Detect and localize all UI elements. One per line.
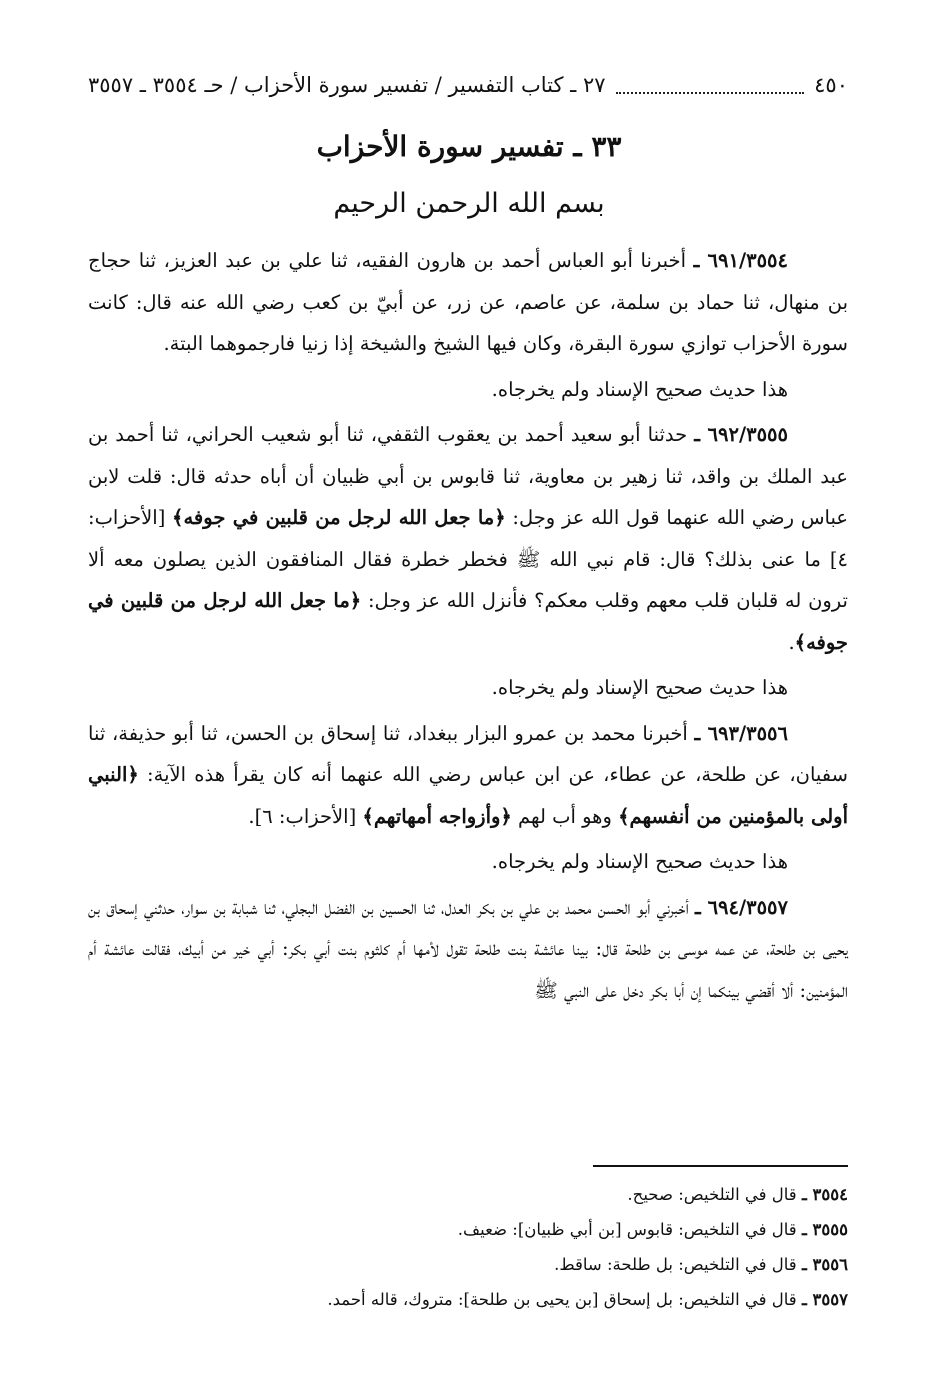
footnote [88, 1282, 848, 1317]
basmala: بسم الله الرحمن الرحيم [333, 188, 605, 219]
running-title: ٢٧ ـ كتاب التفسير / تفسير سورة الأحزاب / حـ ٣٥٥٤ ـ ٣٥٥٧ [88, 73, 606, 97]
hadith-3555 [88, 414, 848, 663]
quran-verse: ﴿ما جعل الله لرجل من قلبين في جوفه﴾ [172, 506, 506, 529]
hadith-3556 [88, 713, 848, 838]
footnote-number: ٣٥٥٦ ـ [801, 1255, 848, 1274]
hadith-3557 [88, 887, 848, 1012]
quran-verse: ﴿ما جعل الله لرجل من قلبين في جوفه﴾ [88, 589, 848, 654]
hadith-text: حدثنا أبو سعيد أحمد بن يعقوب الثقفي، ثنا أبو شعيب الحراني، ثنا أحمد بن عبد الملك بن واقد، ثنا زهير بن معاوية، ثنا قابوس بن أبي ظبيان أن أباه حدثه قال: قلت لابن عباس رضي الله عنهما قول الله عز وجل: [88, 423, 848, 529]
footnote [88, 1177, 848, 1212]
footnote-separator [593, 1165, 848, 1167]
hadith-text: وهو أب لهم [518, 804, 612, 828]
hadith-3554 [88, 240, 848, 365]
hadith-number: ٦٩٣/٣٥٥٦ ـ [694, 721, 788, 745]
hadith-text: أخبرني أبو الحسن محمد بن علي بن بكر العدل، ثنا الحسين بن الفضل البجلي، ثنا شبابة بن سوار، حدثني إسحاق بن يحيى بن طلحة، عن عمه موسى بن طلحة قال: بينا عائشة بنت طلحة تقول لأمها أم كلثوم بنت أبي بكر: أبي خير من أبيك، فقالت عائشة أم المؤمنين: ألا أقضي بينكما إن أبا بكر دخل على النبي ﷺ [88, 895, 848, 1002]
footnote-text: قال في التلخيص: بل طلحة: ساقط. [554, 1255, 797, 1274]
hadith-text: أخبرنا أبو العباس أحمد بن هارون الفقيه، ثنا علي بن عبد العزيز، ثنا حجاج بن منهال، ثنا حماد بن سلمة، عن عاصم، عن زر، عن أبيّ بن كعب رضي الله عنه قال: كانت سورة الأحزاب توازي سورة البقرة، وكان فيها الشيخ والشيخة إذا زنيا فارجموهما البتة. [88, 249, 848, 355]
hadith-verdict: هذا حديث صحيح الإسناد ولم يخرجاه. [491, 676, 788, 699]
hadith-verdict: هذا حديث صحيح الإسناد ولم يخرجاه. [491, 377, 788, 401]
page-number: ٤٥٠ [814, 73, 848, 97]
quran-verse: ﴿النبي أولى بالمؤمنين من أنفسهم﴾ [88, 763, 848, 828]
hadith-text: أخبرنا محمد بن عمرو البزار ببغداد، ثنا إسحاق بن الحسن، ثنا أبو حذيفة، ثنا سفيان، عن طلحة، عن عطاء، عن ابن عباس رضي الله عنهما أنه كان يقرأ هذه الآية: [88, 721, 849, 786]
footnote-number: ٣٥٥٤ ـ [801, 1185, 848, 1204]
quran-verse: ﴿وأزواجه أمهاتهم﴾ [362, 804, 512, 828]
hadith-number: ٦٩١/٣٥٥٤ ـ [693, 249, 788, 272]
hadith-verdict: هذا حديث صحيح الإسناد ولم يخرجاه. [491, 850, 788, 873]
hadith-text: [الأحزاب: ٤] ما عنى بذلك؟ قال: قام نبي الله ﷺ فخطر خطرة فقال المنافقون الذين يصلون معه ألا ترون له قلبان قلب معهم وقلب معكم؟ فأنزل الله عز وجل: [88, 506, 848, 612]
chapter-title: ٣٣ ـ تفسير سورة الأحزاب [316, 130, 622, 163]
footnote [88, 1212, 848, 1247]
running-header [88, 70, 848, 100]
footnote-number: ٣٥٥٧ ـ [801, 1290, 848, 1309]
header-dot-leader [616, 76, 805, 94]
footnotes [88, 1177, 848, 1317]
footnote [88, 1247, 848, 1282]
footnote-number: ٣٥٥٥ ـ [801, 1220, 848, 1239]
main-text [88, 240, 848, 1011]
footnote-text: قال في التلخيص: قابوس [بن أبي ظبيان]: ضعيف. [457, 1220, 797, 1239]
footnote-text: قال في التلخيص: بل إسحاق [بن يحيى بن طلحة]: متروك، قاله أحمد. [327, 1290, 797, 1309]
footnote-text: قال في التلخيص: صحيح. [627, 1185, 797, 1204]
hadith-text: [الأحزاب: ٦]. [248, 804, 357, 828]
hadith-number: ٦٩٢/٣٥٥٥ ـ [694, 423, 788, 446]
hadith-text: . [788, 630, 795, 654]
hadith-number: ٦٩٤/٣٥٥٧ ـ [695, 895, 788, 919]
